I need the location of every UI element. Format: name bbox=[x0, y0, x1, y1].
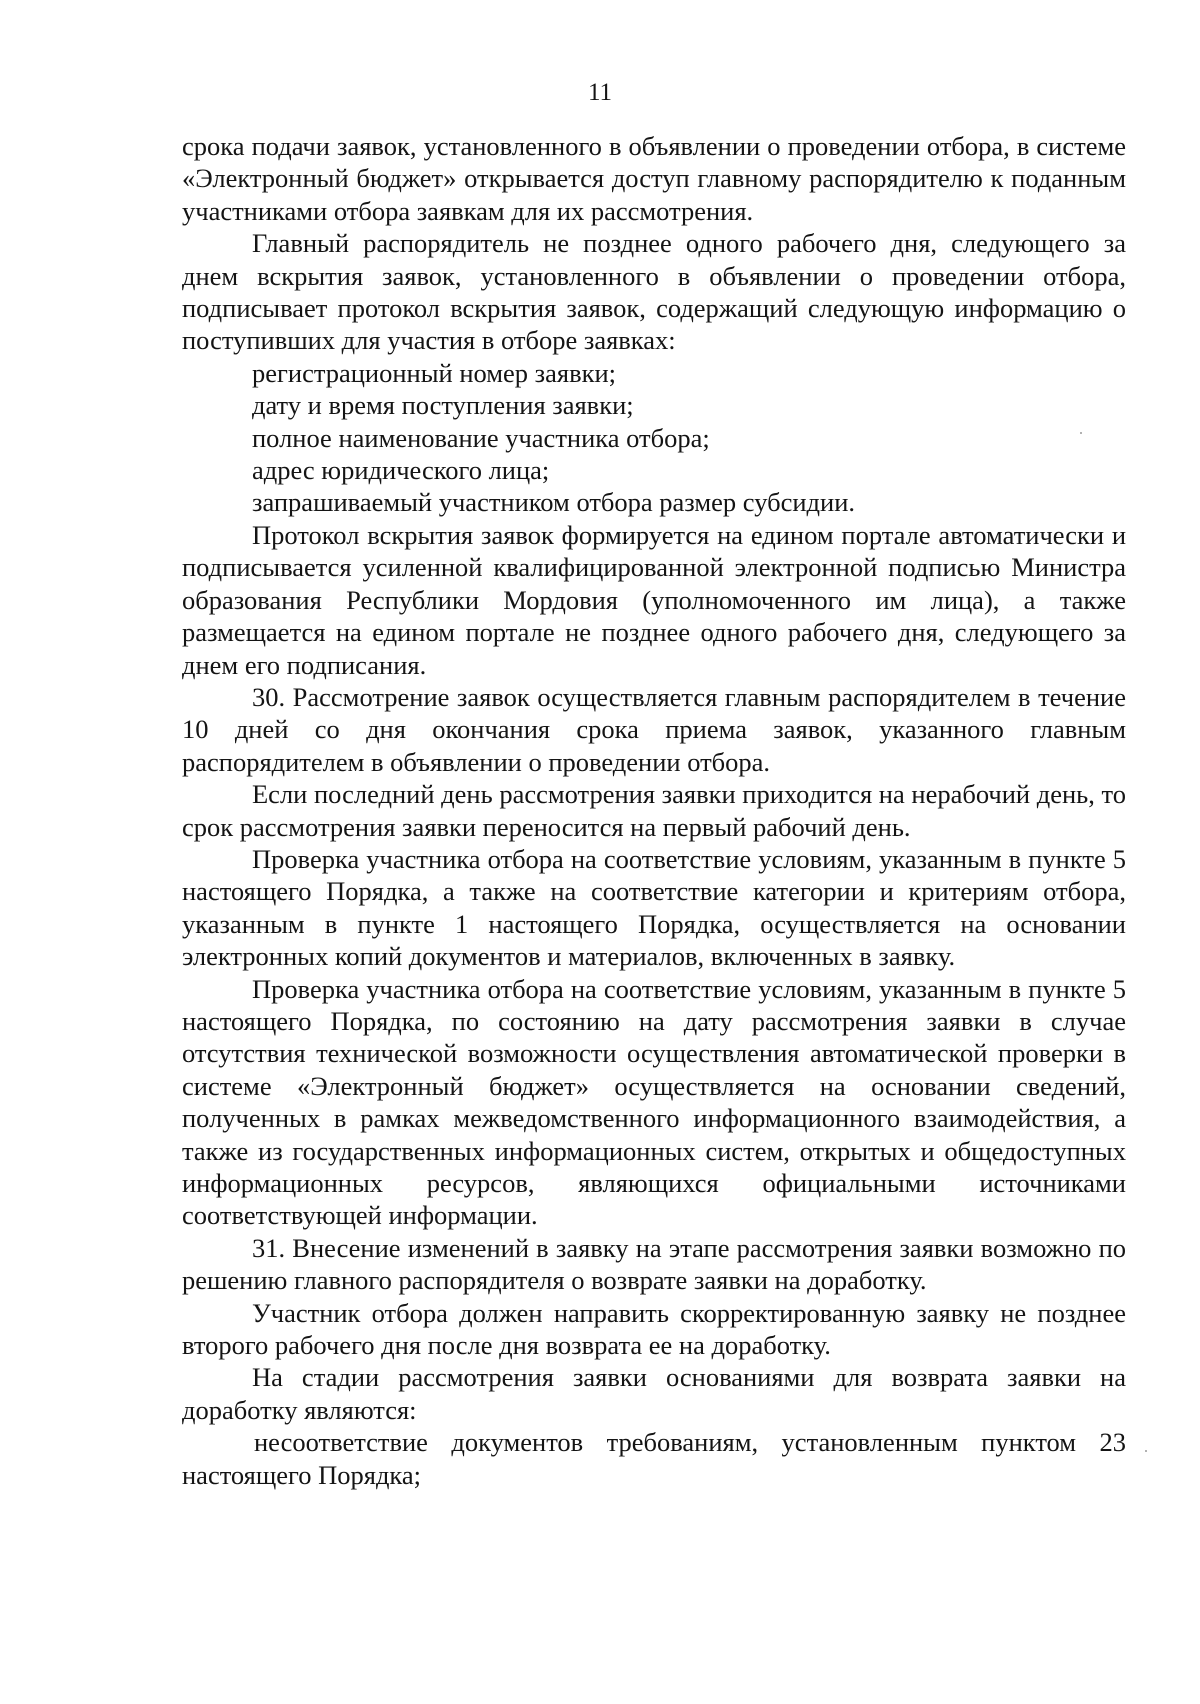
scan-speck bbox=[1145, 1450, 1147, 1452]
list-item-registration-number: регистрационный номер заявки; bbox=[252, 357, 617, 388]
paragraph-check-electronic-copies: Проверка участника отбора на соответствие условиям, указанным в пункте 5 настоящего Порядка, а также на соответствие категории и критериям отбора, указанным в пункте 1 настоящего Порядка, осуществляется на основании электронных копий документов и материалов, включенных в заявку. bbox=[182, 843, 1126, 972]
paragraph-continuation: срока подачи заявок, установленного в объявлении о проведении отбора, в системе «Электронный бюджет» открывается доступ главному распорядителю к поданным участниками отбора заявкам для их рассмотрения. bbox=[182, 131, 1126, 226]
document-body bbox=[182, 130, 1126, 1491]
list-item-subsidy-amount: запрашиваемый участником отбора размер субсидии. bbox=[252, 487, 856, 518]
list-item-legal-address: адрес юридического лица; bbox=[252, 455, 550, 486]
page-number: 11 bbox=[587, 79, 613, 106]
paragraph-check-interagency: Проверка участника отбора на соответствие условиям, указанным в пункте 5 настоящего Порядка, по состоянию на дату рассмотрения заявки в случае отсутствия технической возможности осуществления автоматической проверки в системе «Электронный бюджет» осуществляется на основании сведений, полученных в рамках межведомственного информационного взаимодействия, а также из государственных информационных систем, открытых и общедоступных информационных ресурсов, являющихся официальными источниками соответствующей информации. bbox=[182, 973, 1126, 1231]
paragraph-nonworking-day: Если последний день рассмотрения заявки приходится на нерабочий день, то срок рассмотрения заявки переносится на первый рабочий день. bbox=[182, 779, 1126, 842]
paragraph-return-grounds: На стадии рассмотрения заявки основаниями для возврата заявки на доработку являются: bbox=[182, 1362, 1126, 1425]
list-item-document-mismatch: несоответствие документов требованиям, установленным пунктом 23 настоящего Порядка; bbox=[182, 1427, 1126, 1490]
paragraph-clause-31: 31. Внесение изменений в заявку на этапе рассмотрения заявки возможно по решению главного распорядителя о возврате заявки на доработку. bbox=[182, 1232, 1126, 1296]
paragraph-clause-30: 30. Рассмотрение заявок осуществляется главным распорядителем в течение 10 дней со дня окончания срока приема заявок, указанного главным распорядителем в объявлении о проведении отбора. bbox=[182, 681, 1126, 777]
list-item-date-time: дату и время поступления заявки; bbox=[252, 390, 634, 421]
scan-speck bbox=[1080, 432, 1082, 434]
list-item-participant-name: полное наименование участника отбора; bbox=[252, 422, 710, 453]
paragraph-protocol-signing: Главный распорядитель не позднее одного рабочего дня, следующего за днем вскрытия заявок, установленного в объявлении о проведении отбора, подписывает протокол вскрытия заявок, содержащий следующую информацию о поступивших для участия в отборе заявках: bbox=[182, 228, 1126, 356]
paragraph-corrected-application: Участник отбора должен направить скорректированную заявку не позднее второго рабочего дня после дня возврата ее на доработку. bbox=[182, 1297, 1126, 1361]
paragraph-protocol-formation: Протокол вскрытия заявок формируется на едином портале автоматически и подписывается усиленной квалифицированной электронной подписью Министра образования Республики Мордовия (уполномоченного им лица), а также размещается на едином портале не позднее одного рабочего дня, следующего за днем его подписания. bbox=[182, 519, 1126, 680]
